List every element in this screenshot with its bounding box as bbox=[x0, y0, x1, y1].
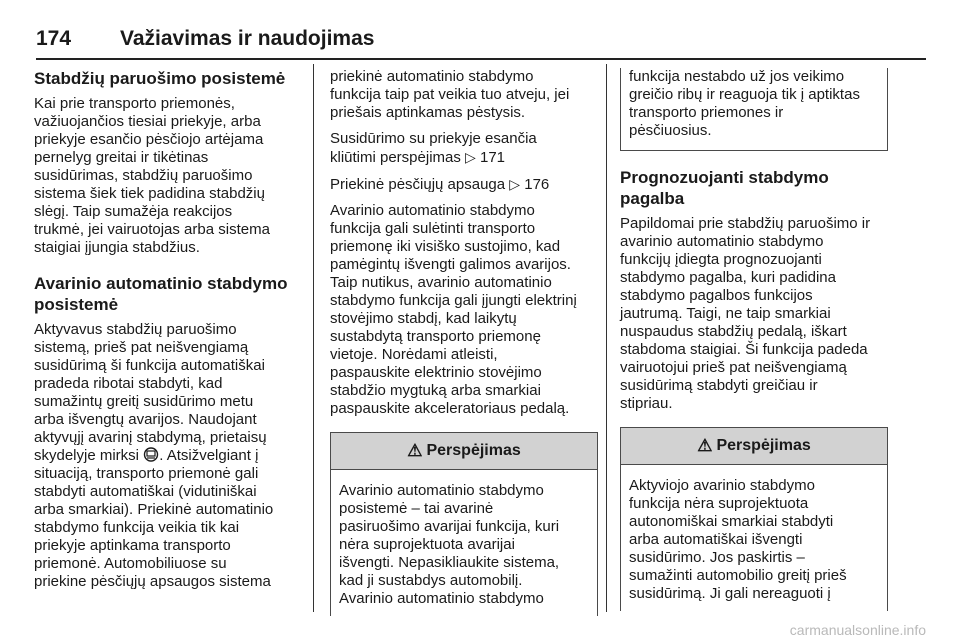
warning-box bbox=[330, 432, 598, 616]
warning-box bbox=[620, 427, 888, 611]
column-2 bbox=[330, 68, 598, 616]
warning-box-continued: funkcija nestabdo už jos veikimo greičio ribų ir reaguoja tik į aptiktas transporto priemones ir pėsčiuosius. bbox=[620, 68, 888, 151]
automatic-brake-indicator-icon bbox=[143, 447, 159, 462]
column-3 bbox=[620, 68, 888, 611]
section-heading: Prognozuojanti stabdymo pagalba bbox=[620, 168, 829, 208]
paragraph: Avarinio automatinio stabdymo funkcija gali sulėtinti transporto priemonę iki visiško sustojimo, kad pamėgintų išvengti galimos avarijos. Taip nutikus, avarinio automatinio stabdymo funkcija gali įjungti elektrinį stovėjimo stabdį, kad laikytų sustabdytą transporto priemonę vietoje. Norėdami atleisti, paspauskite elektrinio stovėjimo stabdžio mygtuką arba smarkiai paspauskite akceleratoriaus pedalą. bbox=[330, 202, 577, 417]
warning-body: Aktyviojo avarinio stabdymo funkcija nėra suprojektuota autonomiškai smarkiai stabdyti arba automatiškai išvengti susidūrimo. Jos paskirtis – sumažinti automobilio greitį prieš susidūrimą. Ji gali nereaguoti į bbox=[629, 477, 847, 602]
section-heading: Avarinio automatinio stabdymo posistemė bbox=[34, 274, 288, 314]
paragraph: Aktyvavus stabdžių paruošimo sistemą, prieš pat neišvengiamą susidūrimą ši funkcija automatiškai pradeda ribotai stabdyti, kad sumažintų greitį susidūrimo metu arba išvengtų avarijos. Naudojant aktyvųjį avarinį stabdymą, prietaisų skydelyje mirksi . Atsižvelgiant į situaciją, transporto priemonė gali stabdyti automatiškai (vidutiniškai arba smarkiai). Priekinė automatinio stabdymo funkcija veikia tik kai priekyje aptinkama transporto priemonė. Automobiliuose su priekine pėsčiųjų apsaugos sistema bbox=[34, 321, 274, 590]
column-divider bbox=[606, 64, 607, 612]
warning-header: ⚠ Perspėjimas bbox=[621, 428, 887, 465]
paragraph: Kai prie transporto priemonės, važiuojančios tiesiai priekyje, arba priekyje esančio pėsčiojo artėjama pernelyg greitai ir tikėtinas susidūrimas, stabdžių paruošimo sistema šiek tiek padidina stabdžių slėgį. Taip sumažėja reakcijos trukmė, jei vairuotojas arba sistema staigiai įjungia stabdžius. bbox=[34, 95, 270, 256]
warning-body: Avarinio automatinio stabdymo posistemė – tai avarinė pasiruošimo avarijai funkcija, kuri nėra suprojektuota avarijai išvengti. Nepasikliaukite sistema, kad ji sustabdys automobilį. Avarinio automatinio stabdymo bbox=[339, 482, 560, 607]
watermark: carmanualsonline.info bbox=[789, 622, 926, 638]
column-divider bbox=[313, 64, 314, 612]
warning-header: ⚠ Perspėjimas bbox=[331, 433, 597, 470]
column-1 bbox=[34, 68, 296, 591]
page-reference-arrow-icon: ▷ bbox=[465, 149, 476, 165]
warning-triangle-icon: ⚠ bbox=[407, 441, 423, 460]
chapter-title: Važiavimas ir naudojimas bbox=[120, 27, 375, 50]
cross-reference[interactable]: Susidūrimo su priekyje esančia kliūtimi perspėjimas ▷ 171 bbox=[330, 130, 537, 166]
section-heading: Stabdžių paruošimo posistemė bbox=[34, 69, 286, 88]
cross-reference[interactable]: Priekinė pėsčiųjų apsauga ▷ 176 bbox=[330, 176, 550, 193]
warning-triangle-icon: ⚠ bbox=[697, 436, 713, 455]
page-reference[interactable]: 176 bbox=[524, 176, 550, 193]
page-reference[interactable]: 171 bbox=[480, 149, 506, 166]
page-reference-arrow-icon: ▷ bbox=[509, 176, 521, 192]
paragraph: Papildomai prie stabdžių paruošimo ir avarinio automatinio stabdymo funkcijų įdiegta prognozuojanti stabdymo pagalba, kuri padidina stabdymo pagalbos funkcijos jautrumą. Taigi, ne taip smarkiai nuspaudus stabdžių pedalą, iškart stabdoma staigiai. Ši funkcija padeda vairuotojui prieš pat neišvengiamą susidūrimą stabdyti greičiau ir stipriau. bbox=[620, 215, 871, 412]
paragraph: priekinė automatinio stabdymo funkcija taip pat veikia tuo atveju, jei priešais aptinkamas pėstysis. bbox=[330, 68, 570, 121]
page-number: 174 bbox=[36, 27, 72, 50]
page-header bbox=[36, 20, 926, 60]
